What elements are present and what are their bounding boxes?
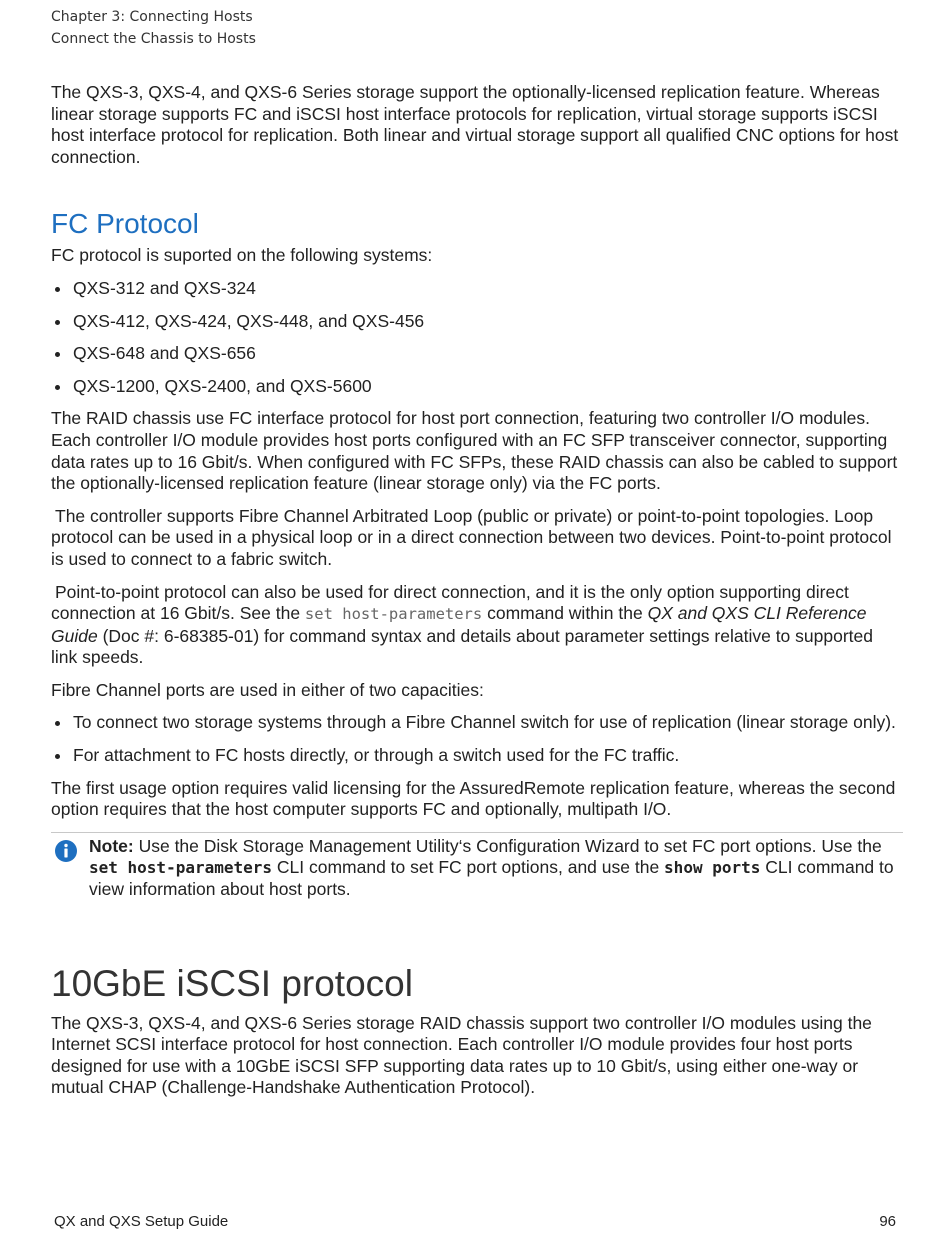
- fc-usage-paragraph: The first usage option requires valid licensing for the AssuredRemote replication feature, whereas the second option requires that the host computer supports FC and optionally, multipath I/O.: [51, 777, 896, 820]
- fc-protocol-heading: FC Protocol: [51, 208, 199, 240]
- fc-capacities-list: [51, 712, 903, 766]
- bullet-icon: [55, 352, 60, 357]
- fc-p2p-paragraph: Point-to-point protocol can also be used for direct connection, and it is the only option supporting direct connection at 16 Gbit/s. See the set host-parameters command within the QX and QXS CLI Reference Guide (Doc #: 6-68385-01) for command syntax and details about parameter settings relative to supported link speeds.: [51, 581, 873, 668]
- iscsi-paragraph: The QXS-3, QXS-4, and QXS-6 Series storage RAID chassis support two controller I/O modules using the Internet SCSI interface protocol for host connection. Each controller I/O module provides four host ports designed for use with a 10GbE iSCSI SFP supporting data rates up to 10 Gbit/s, using either one-way or mutual CHAP (Challenge-Handshake Authentication Protocol).: [51, 1012, 872, 1098]
- section-title: Connect the Chassis to Hosts: [51, 31, 256, 47]
- note-label: Note:: [89, 835, 134, 856]
- guide-title: QX and QXS CLI Reference Guide: [51, 603, 867, 646]
- bullet-icon: [55, 754, 60, 759]
- list-item: QXS-312 and QXS-324: [51, 278, 903, 300]
- command-text: set host-parameters: [89, 858, 273, 878]
- running-header: [51, 6, 256, 50]
- command-text: show ports: [664, 858, 761, 878]
- note-box: [51, 832, 903, 901]
- list-item: QXS-412, QXS-424, QXS-448, and QXS-456: [51, 311, 903, 333]
- intro-paragraph: The QXS-3, QXS-4, and QXS-6 Series storage support the optionally-licensed replication feature. Whereas linear storage supports FC and iSCSI host interface protocols for replication, virtual storage supports iSCSI host interface protocol for replication. Both linear and virtual storage support all qualified CNC options for host connection.: [51, 82, 899, 167]
- info-icon: [54, 839, 78, 863]
- list-item: For attachment to FC hosts directly, or through a switch used for the FC traffic.: [51, 745, 903, 767]
- fc-topologies-paragraph: The controller supports Fibre Channel Arbitrated Loop (public or private) or point-to-point topologies. Loop protocol can be used in a physical loop or in a direct connection between two devices. Point-to-point protocol is used to connect to a fabric switch.: [51, 505, 892, 569]
- bullet-icon: [55, 721, 60, 726]
- bullet-icon: [55, 385, 60, 390]
- chapter-title: Chapter 3: Connecting Hosts: [51, 9, 253, 25]
- fc-supported-intro: FC protocol is suported on the following systems:: [51, 245, 433, 266]
- footer-title: QX and QXS Setup Guide: [54, 1213, 229, 1230]
- bullet-icon: [55, 287, 60, 292]
- fc-systems-list: [51, 278, 903, 397]
- page-content: [51, 82, 903, 1110]
- command-text: set host-parameters: [304, 605, 483, 624]
- page-number: 96: [879, 1213, 896, 1230]
- list-item: QXS-1200, QXS-2400, and QXS-5600: [51, 376, 903, 398]
- fc-raid-paragraph: The RAID chassis use FC interface protocol for host port connection, featuring two controller I/O modules. Each controller I/O module provides host ports configured with an FC SFP transceiver connector, supporting data rates up to 16 Gbit/s. When configured with FC SFPs, these RAID chassis can also be cabled to support the optionally-licensed replication feature (linear storage only) via the FC ports.: [51, 408, 898, 494]
- list-item: To connect two storage systems through a Fibre Channel switch for use of replication (linear storage only).: [51, 712, 903, 734]
- fc-capacities-intro: Fibre Channel ports are used in either of two capacities:: [51, 679, 484, 700]
- list-item: QXS-648 and QXS-656: [51, 343, 903, 365]
- iscsi-heading: 10GbE iSCSI protocol: [51, 962, 413, 1004]
- bullet-icon: [55, 320, 60, 325]
- note-text: Note: Use the Disk Storage Management Utility‘s Configuration Wizard to set FC port options. Use the set host-parameters CLI command to set FC port options, and use the show ports CLI command to view information about host ports.: [89, 835, 894, 900]
